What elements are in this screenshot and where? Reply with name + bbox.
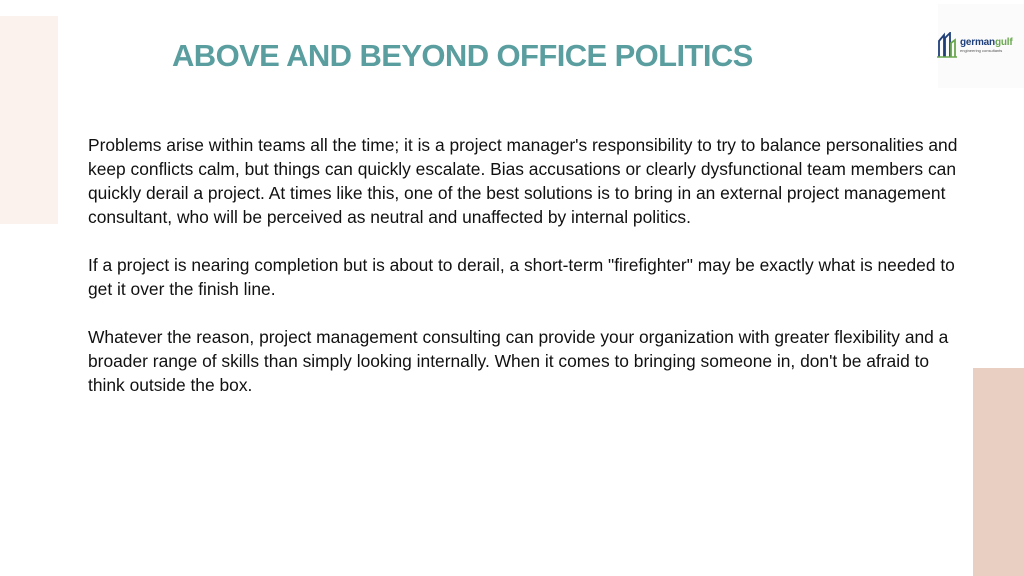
building-logo-icon [936, 32, 958, 58]
paragraph-3: Whatever the reason, project management consulting can provide your organization with greater flexibility and a broader range of skills than simply looking internally. When it comes to bringing someone in, don't be afraid to think outside the box. [88, 327, 949, 395]
logo-wordmark [960, 38, 1012, 48]
logo-text [960, 38, 1012, 53]
slide-title: ABOVE AND BEYOND OFFICE POLITICS [172, 38, 753, 73]
decorative-right-block [973, 368, 1024, 576]
paragraph-1: Problems arise within teams all the time; it is a project manager's responsibility to try to balance personalities and keep conflicts calm, but things can quickly escalate. Bias accusations or clearly dysfunctional team members can quickly derail a project. At times like this, one of the best solutions is to bring in an external project management consultant, who will be perceived as neutral and unaffected by internal politics. [88, 135, 958, 227]
decorative-left-block [0, 16, 58, 224]
logo-tagline: engineering consultants [960, 47, 1003, 53]
company-logo [936, 30, 1024, 60]
paragraph-2: If a project is nearing completion but is about to derail, a short-term "firefighter" may be exactly what is needed to get it over the finish line. [88, 255, 955, 299]
logo-name-part2: gulf [994, 36, 1013, 48]
logo-name-part1: german [960, 36, 995, 48]
slide-body [88, 133, 968, 421]
